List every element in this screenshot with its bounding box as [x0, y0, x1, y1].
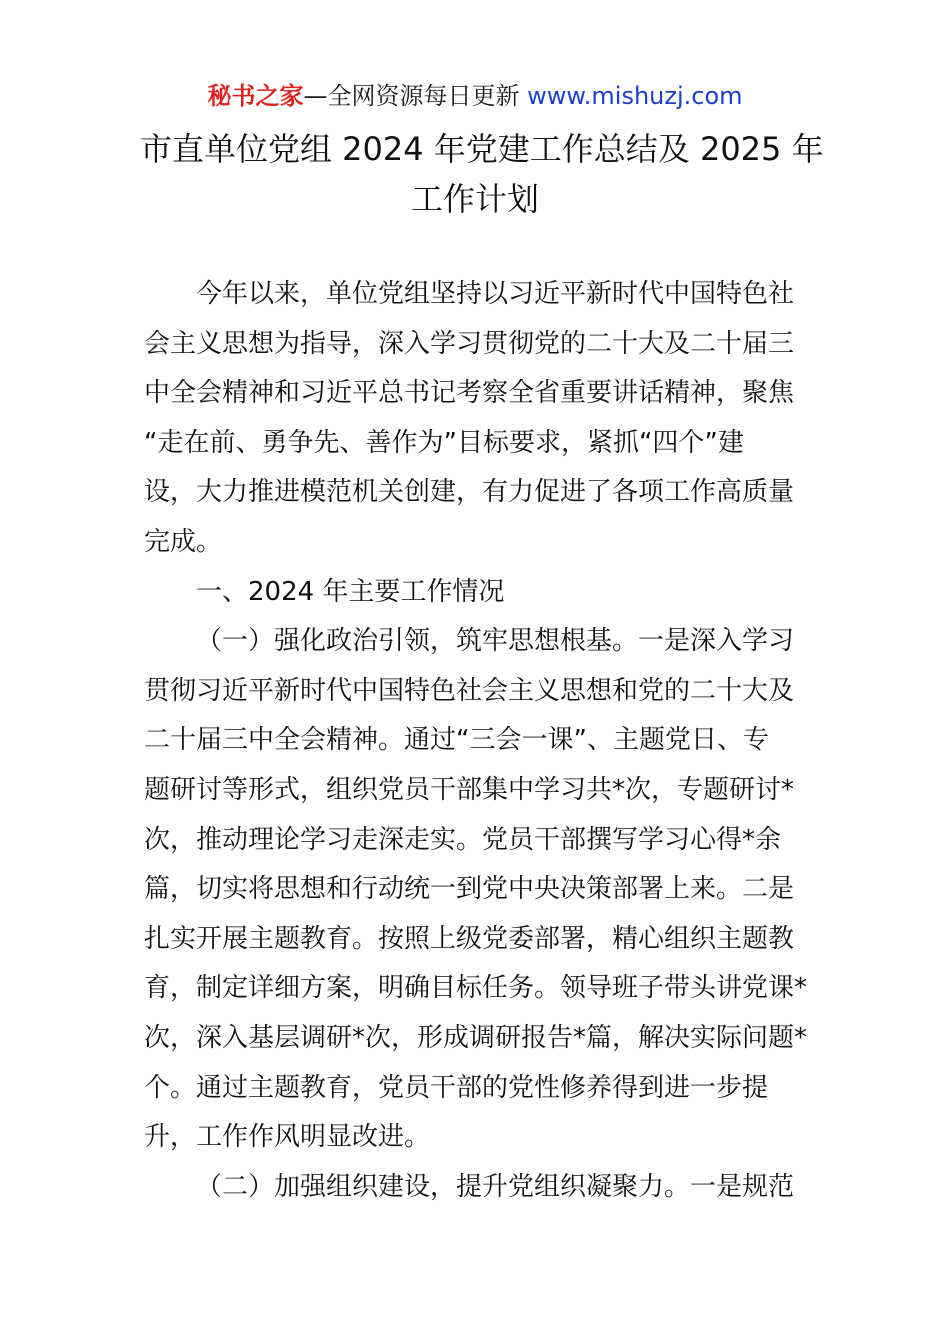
text-line: 今年以来，单位党组坚持以习近平新时代中国特色社 [196, 279, 795, 309]
text-line: 完成。 [144, 526, 223, 557]
section-heading [144, 568, 808, 618]
text-line: 会主义思想为指导，深入学习贯彻党的二十大及二十届三 [144, 328, 795, 359]
title-line: 市直单位党组 2024 年党建工作总结及 2025 年 [140, 130, 824, 168]
paragraph-section-1 [144, 617, 808, 1163]
text-line: （二）加强组织建设，提升党组织凝聚力。一是规范 [196, 1171, 795, 1202]
text-line: 升，工作作风明显改进。 [144, 1122, 431, 1153]
text-line: （一）强化政治引领，筑牢思想根基。一是深入学习 [196, 626, 795, 657]
heading-line: 一、2024 年主要工作情况 [196, 576, 505, 607]
text-line: 育，制定详细方案，明确目标任务。领导班子带头讲党课* [144, 973, 808, 1004]
text-line: 个。通过主题教育，党员干部的党性修养得到进一步提 [144, 1072, 769, 1103]
text-line: 贯彻习近平新时代中国特色社会主义思想和党的二十大及 [144, 675, 795, 706]
title-line: 工作计划 [410, 180, 539, 218]
text-line: 篇，切实将思想和行动统一到党中央决策部署上来。二是 [144, 874, 795, 905]
paragraph-section-2 [144, 1163, 808, 1213]
text-line: 中全会精神和习近平总书记考察全省重要讲话精神，聚焦 [144, 378, 795, 409]
text-line: 题研讨等形式，组织党员干部集中学习共*次，专题研讨* [144, 774, 795, 805]
paragraph-intro [144, 270, 808, 568]
text-line: 二十届三中全会精神。通过“三会一课”、主题党日、专 [144, 725, 769, 756]
banner-brand: 秘书之家 [207, 82, 304, 110]
text-line: “走在前、勇争先、善作为”目标要求，紧抓“四个”建 [144, 427, 744, 458]
banner-url-link[interactable]: www.mishuzj.com [527, 82, 743, 110]
document-title [140, 124, 824, 224]
banner-tagline: —全网资源每日更新 [303, 82, 528, 110]
text-line: 次，推动理论学习走深走实。党员干部撰写学习心得*余 [144, 824, 782, 855]
document-body [144, 270, 808, 1212]
text-line: 设，大力推进模范机关创建，有力促进了各项工作高质量 [144, 477, 795, 508]
text-line: 次，深入基层调研*次，形成调研报告*篇，解决实际问题* [144, 1022, 808, 1053]
site-banner [0, 80, 950, 112]
text-line: 扎实开展主题教育。按照上级党委部署，精心组织主题教 [144, 923, 795, 954]
